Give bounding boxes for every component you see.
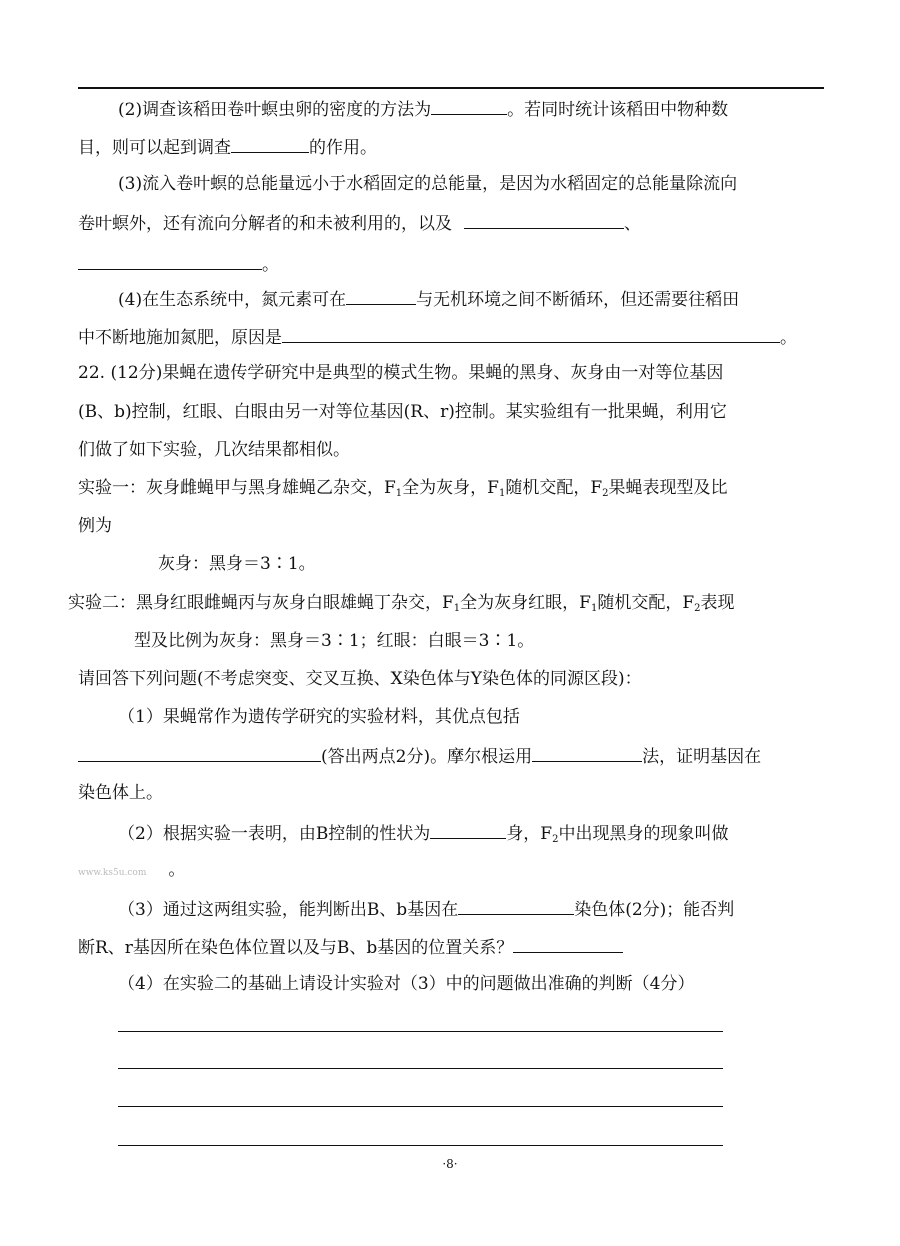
answer-blank[interactable] bbox=[430, 821, 506, 839]
answer-blank[interactable] bbox=[231, 135, 309, 153]
answer-blank[interactable] bbox=[458, 897, 574, 915]
q22-line2: (B、b)控制，红眼、白眼由另一对等位基因(R、r)控制。某实验组有一批果蝇，利用它 bbox=[78, 402, 727, 422]
answer-blank[interactable] bbox=[431, 97, 507, 115]
q2-line2: 目，则可以起到调查 的作用。 bbox=[78, 135, 377, 159]
q2-line1: (2)调查该稻田卷叶螟虫卵的密度的方法为 。若同时统计该稻田中物种数 bbox=[118, 97, 728, 121]
answer-blank[interactable] bbox=[282, 325, 780, 343]
q3-line2: 卷叶螟外，还有流向分解者的和未被利用的，以及 、 bbox=[78, 211, 641, 235]
answer-blank[interactable] bbox=[532, 744, 642, 762]
answer-blank[interactable] bbox=[78, 744, 321, 762]
p3-line1: （3）通过这两组实验，能判断出B、b基因在 染色体(2分)；能否判 bbox=[118, 897, 734, 921]
answer-line[interactable] bbox=[118, 1031, 723, 1032]
p3-line2: 断R、r基因所在染色体位置以及与B、b基因的位置关系？ bbox=[78, 935, 623, 959]
q3-line1: (3)流入卷叶螟的总能量远小于水稻固定的总能量，是因为水稻固定的总能量除流向 bbox=[118, 174, 738, 194]
answer-line[interactable] bbox=[118, 1068, 723, 1069]
answer-blank[interactable] bbox=[346, 287, 416, 305]
answer-blank[interactable] bbox=[464, 211, 624, 229]
answer-line[interactable] bbox=[118, 1106, 723, 1107]
answer-line[interactable] bbox=[118, 1145, 723, 1146]
exp1-line3: 灰身：黑身＝3∶1。 bbox=[158, 554, 316, 574]
header-rule bbox=[78, 87, 824, 89]
p1-line2: (答出两点2分)。摩尔根运用 法，证明基因在 bbox=[78, 744, 761, 768]
p4-line1: （4）在实验二的基础上请设计实验对（3）中的问题做出准确的判断（4分） bbox=[118, 974, 695, 994]
p2-line1: （2）根据实验一表明，由B控制的性状为 身，$F_2$中出现黑身的现象叫做 bbox=[118, 821, 728, 851]
exp2-line2: 型及比例为灰身：黑身＝3∶1；红眼：白眼＝3∶1。 bbox=[134, 631, 535, 651]
p1-line1: （1）果蝇常作为遗传学研究的实验材料，其优点包括 bbox=[118, 707, 520, 727]
q22-line3: 们做了如下实验，几次结果都相似。 bbox=[78, 440, 350, 460]
q4-line2: 中不断地施加氮肥，原因是 。 bbox=[78, 325, 797, 349]
prompt-line: 请回答下列问题(不考虑突变、交叉互换、X染色体与Y染色体的同源区段)： bbox=[78, 669, 642, 689]
exp1-line2: 例为 bbox=[78, 516, 112, 536]
exp1-line1: 实验一：灰身雌蝇甲与黑身雄蝇乙杂交，$F_1$全为灰身，$F_1$随机交配，$F_2$果蝇表现型及比 bbox=[78, 478, 728, 499]
q3-line3: 。 bbox=[78, 252, 279, 276]
q4-line1: (4)在生态系统中，氮元素可在 与无机环境之间不断循环，但还需要往稻田 bbox=[118, 287, 739, 311]
answer-blank[interactable] bbox=[78, 252, 262, 270]
answer-blank[interactable] bbox=[513, 935, 623, 953]
page-number: ·8· bbox=[442, 1157, 458, 1171]
exp2-line1: 实验二：黑身红眼雌蝇丙与灰身白眼雄蝇丁杂交，$F_1$全为灰身红眼，$F_1$随机交配，$F_2$表现 bbox=[68, 593, 735, 614]
p2-line2: www.ks5u.com 。 bbox=[78, 860, 186, 880]
p1-line3: 染色体上。 bbox=[78, 783, 163, 803]
q22-line1: 22. (12分)果蝇在遗传学研究中是典型的模式生物。果蝇的黑身、灰身由一对等位基因 bbox=[78, 363, 724, 383]
faint-watermark-text: www.ks5u.com bbox=[78, 868, 147, 878]
